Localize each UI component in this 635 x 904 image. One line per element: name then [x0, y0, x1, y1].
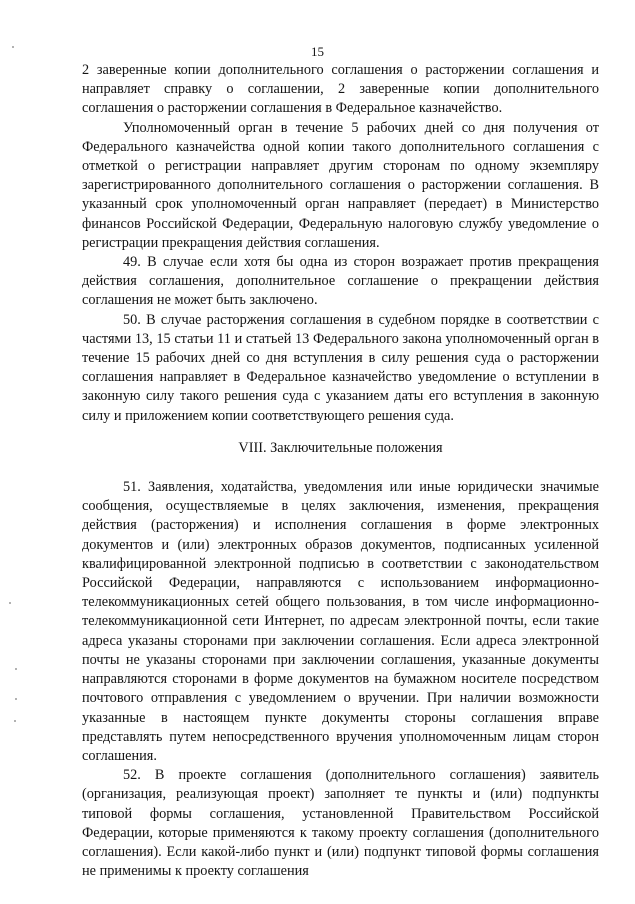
- paragraph-51: 51. Заявления, ходатайства, уведомления или иные юридически значимые сообщения, осуществляемые в целях заключения, изменения, прекращения действия (расторжения) и исполнения соглашения в форме электронных документов и (или) электронных образов документов, подписанных усиленной квалифицированной электронной подписью в соответствии с законодательством Российской Федерации, направляются с использованием информационно-телекоммуникационных сетей общего пользования, в том числе информационно-телекоммуникационной сети Интернет, по адресам электронной почты, если такие адреса указаны сторонами при заключении соглашения. Если адреса электронной почты не указаны сторонами при заключении соглашения, указанные документы направляются сторонами в форме документов на бумажном носителе посредством почтового отправления с уведомлением о вручении. При наличии возможности указанные в настоящем пункте документы стороны соглашения вправе представлять путем непосредственного вручения уполномоченным лицам сторон соглашения.: [82, 479, 599, 764]
- page-number: 15: [311, 44, 324, 59]
- paragraph-49: 49. В случае если хотя бы одна из сторон возражает против прекращения действия соглашения, дополнительное соглашение о прекращении действия соглашения не может быть заключено.: [82, 254, 599, 309]
- scan-margin-mark: [9, 602, 11, 604]
- scan-margin-mark: [15, 668, 17, 670]
- section-heading: VIII. Заключительные положения: [238, 439, 443, 456]
- paragraph-50: 50. В случае расторжения соглашения в судебном порядке в соответствии с частями 13, 15 статьи 11 и статьей 13 Федерального закона уполномоченный орган в течение 15 рабочих дней со дня вступления в силу решения суда о расторжении соглашения направляет в Федеральное казначейство уведомление о вступлении в законную силу такого решения суда с указанием даты его вступления в законную силу и приложением копии соответствующего решения суда.: [82, 311, 599, 424]
- paragraph-registration-notice: Уполномоченный орган в течение 5 рабочих дней со дня получения от Федерального казначейства одной копии такого дополнительного соглашения с отметкой о регистрации направляет другим сторонам по одному экземпляру зарегистрированного дополнительного соглашения о расторжении соглашения. В указанный срок уполномоченный орган направляет (передает) в Министерство финансов Российской Федерации, Федеральную налоговую службу уведомление о регистрации прекращения действия соглашения.: [82, 119, 599, 251]
- document-body: [82, 61, 599, 881]
- paragraph-continuation: 2 заверенные копии дополнительного соглашения о расторжении соглашения и направляет справку о соглашении, 2 заверенные копии дополнительного соглашения о расторжении соглашения в Федеральное казначейство.: [82, 62, 599, 117]
- scan-margin-mark: [14, 720, 16, 722]
- paragraph-52: 52. В проекте соглашения (дополнительного соглашения) заявитель (организация, реализующая проект) заполняет те пункты и (или) подпункты типовой формы соглашения, установленной Правительством Российской Федерации, которые применяются к такому проекту соглашения (дополнительного соглашения). Если какой-либо пункт и (или) подпункт типовой формы соглашения не применимы к проекту соглашения: [82, 767, 599, 880]
- scan-margin-mark: [15, 698, 17, 700]
